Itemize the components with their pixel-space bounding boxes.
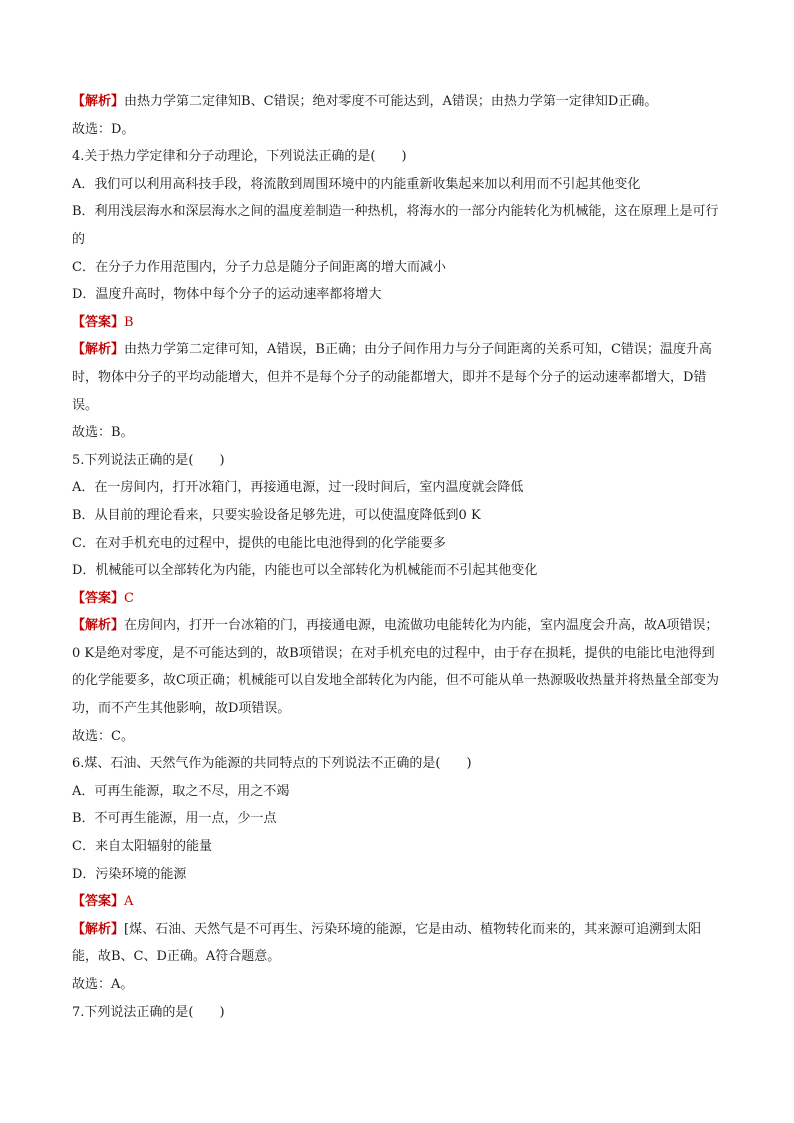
- analysis-text: [煤、石油、天然气是不可再生、污染环境的能源，它是由动、植物转化而来的，其来源可追溯到太阳能，故B、C、D正确。A符合题意。: [72, 921, 702, 965]
- answer-line: [72, 888, 722, 916]
- option-d: D．温度升高时，物体中每个分子的运动速率都将增大: [72, 287, 382, 303]
- analysis-paragraph: [72, 336, 722, 419]
- answer-line: [72, 309, 722, 337]
- analysis-paragraph: [72, 916, 722, 971]
- option-c: C．在分子力作用范围内，分子力总是随分子间距离的增大而减小: [72, 259, 446, 275]
- choice-line: 故选：D。: [72, 121, 135, 137]
- analysis-tag: 【解析】: [72, 342, 125, 358]
- choice-line: 故选：A。: [72, 977, 134, 992]
- analysis-paragraph: [72, 88, 722, 116]
- choice-line: 故选：B。: [72, 425, 134, 441]
- analysis-tag: 【解析】: [72, 921, 125, 937]
- question-stem: 5.下列说法正确的是( ): [72, 452, 225, 468]
- answer-tag: 【答案】: [72, 894, 125, 910]
- choice-line: 故选：C。: [72, 728, 134, 744]
- analysis-text: 由热力学第二定律知B、C错误；绝对零度不可能达到，A错误；由热力学第一定律知D正确。: [124, 94, 658, 109]
- option-b: B．从目前的理论看来，只要实验设备足够先进，可以使温度降低到0 K: [72, 507, 481, 523]
- answer-value: A: [124, 894, 134, 910]
- question-stem: 7.下列说法正确的是( ): [72, 1004, 225, 1020]
- document-body: [72, 88, 722, 1026]
- answer-line: [72, 585, 722, 613]
- option-c: C．在对手机充电的过程中，提供的电能比电池得到的化学能要多: [72, 535, 446, 551]
- analysis-tag: 【解析】: [72, 618, 125, 634]
- answer-tag: 【答案】: [72, 314, 125, 330]
- analysis-text: 在房间内，打开一台冰箱的门，再接通电源，电流做功电能转化为内能，室内温度会升高，故A项错误；0 K是绝对零度，是不可能达到的，故B项错误；在对手机充电的过程中，由于存在损耗，提供的电能比电池得到的化学能要多，故C项正确；机械能可以自发地全部转化为内能，但不可能从单一热源吸收热量并将热量全部变为功，而不产生其他影响，故D项错误。: [72, 618, 719, 717]
- option-a: A．可再生能源，取之不尽，用之不竭: [72, 783, 290, 799]
- option-c: C．来自太阳辐射的能量: [72, 839, 212, 855]
- option-b: B．不可再生能源，用一点，少一点: [72, 811, 277, 827]
- answer-value: C: [124, 590, 134, 606]
- option-b: B．利用浅层海水和深层海水之间的温度差制造一种热机，将海水的一部分内能转化为机械能，这在原理上是可行的: [72, 204, 719, 247]
- option-a: A．在一房间内，打开冰箱门，再接通电源，过一段时间后，室内温度就会降低: [72, 480, 524, 496]
- option-d: D．污染环境的能源: [72, 866, 187, 882]
- question-stem: 4.关于热力学定律和分子动理论，下列说法正确的是( ): [72, 149, 407, 165]
- analysis-tag: 【解析】: [72, 94, 125, 109]
- answer-value: B: [124, 314, 134, 330]
- analysis-paragraph: [72, 612, 722, 722]
- analysis-text: 由热力学第二定律可知，A错误，B正确；由分子间作用力与分子间距离的关系可知，C错误；温度升高时，物体中分子的平均动能增大，但并不是每个分子的动能都增大，即并不是每个分子的运动速率都增大，D错误。: [72, 342, 712, 413]
- question-stem: 6.煤、石油、天然气作为能源的共同特点的下列说法不正确的是( ): [72, 756, 472, 772]
- option-a: A．我们可以利用高科技手段，将流散到周围环境中的内能重新收集起来加以利用而不引起其他变化: [72, 176, 641, 192]
- option-d: D．机械能可以全部转化为内能，内能也可以全部转化为机械能而不引起其他变化: [72, 563, 538, 579]
- answer-tag: 【答案】: [72, 590, 125, 606]
